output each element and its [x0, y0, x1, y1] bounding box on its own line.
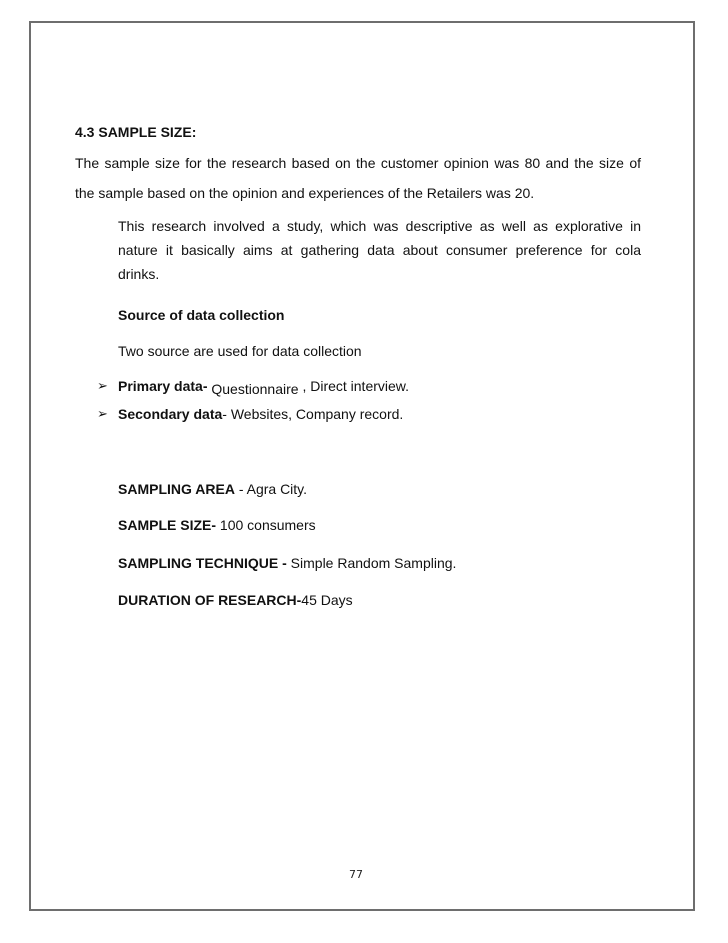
- study-paragraph: [118, 217, 641, 283]
- sampling-area-label: SAMPLING AREA: [118, 481, 235, 497]
- sample-size-value: 100 consumers: [216, 517, 316, 533]
- source-heading: Source of data collection: [118, 307, 285, 323]
- secondary-data-value: - Websites, Company record.: [222, 406, 404, 422]
- research-duration-label: DURATION OF RESEARCH-: [118, 592, 302, 608]
- arrow-bullet-icon: ➢: [97, 378, 108, 393]
- bullet-secondary-data: [118, 405, 403, 423]
- section-heading: 4.3 SAMPLE SIZE:: [75, 124, 197, 140]
- sampling-area-value: - Agra City.: [234, 481, 308, 497]
- secondary-data-label: Secondary data: [118, 406, 223, 422]
- study-line: nature it basically aims at gathering data about consumer preference for cola: [118, 242, 641, 258]
- sampling-technique-value: Simple Random Sampling.: [286, 555, 457, 571]
- study-line: drinks.: [118, 266, 160, 282]
- bullet-primary-data: [118, 377, 409, 395]
- intro-paragraph: [75, 154, 641, 202]
- arrow-bullet-icon: ➢: [97, 406, 108, 421]
- sampling-technique-label: SAMPLING TECHNIQUE -: [118, 555, 287, 571]
- primary-data-label: Primary data-: [118, 378, 208, 394]
- research-duration: [118, 591, 353, 609]
- sampling-area: [118, 480, 307, 498]
- source-text: Two source are used for data collection: [118, 343, 362, 359]
- study-line: This research involved a study, which was descriptive as well as explorative in: [118, 218, 641, 234]
- intro-line: the sample based on the opinion and experiences of the Retailers was 20.: [75, 185, 535, 201]
- primary-data-interview: , Direct interview.: [302, 378, 410, 394]
- intro-line: The sample size for the research based on the customer opinion was 80 and the size of: [75, 155, 641, 171]
- primary-data-questionnaire: Questionnaire: [211, 381, 299, 397]
- page-number: 77: [349, 868, 363, 881]
- sample-size: [118, 516, 316, 534]
- sampling-technique: [118, 554, 456, 572]
- sample-size-label: SAMPLE SIZE-: [118, 517, 217, 533]
- research-duration-value: 45 Days: [301, 592, 353, 608]
